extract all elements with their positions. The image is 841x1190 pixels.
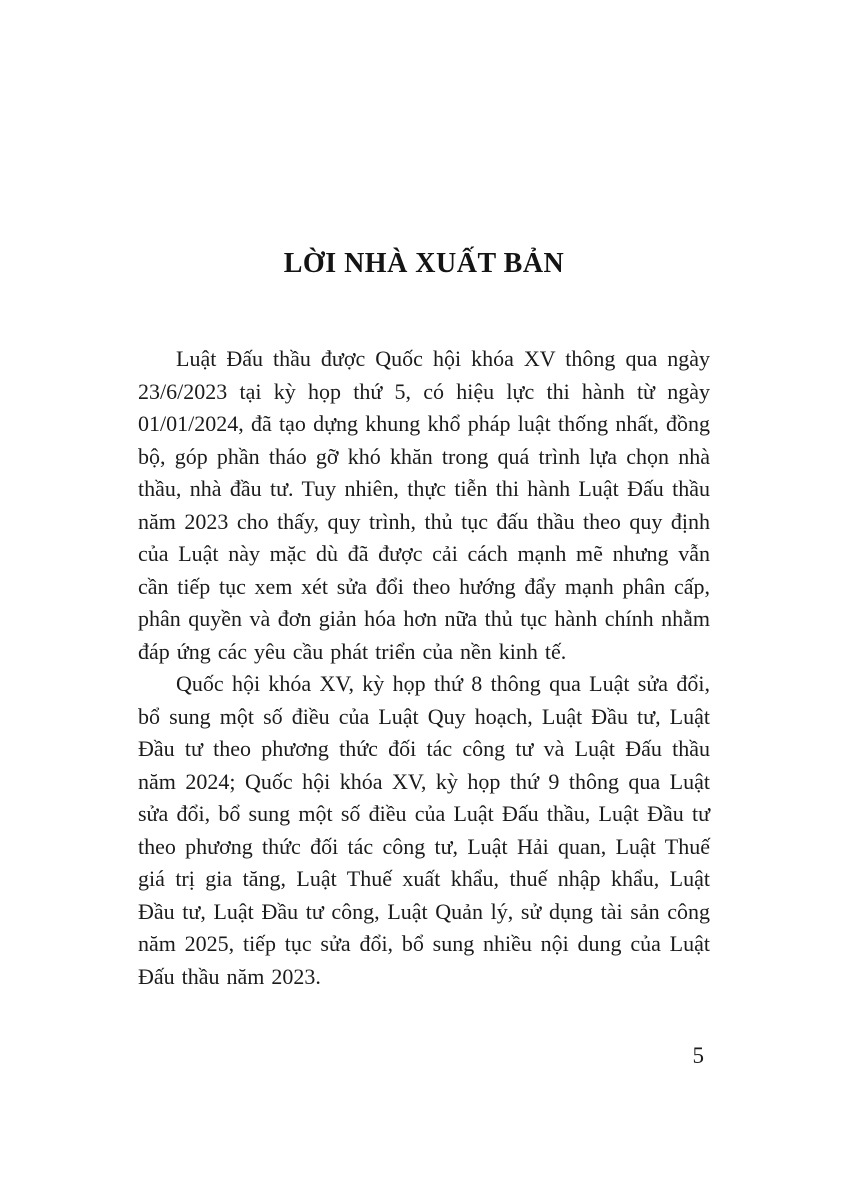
paragraph-1: Luật Đấu thầu được Quốc hội khóa XV thông qua ngày 23/6/2023 tại kỳ họp thứ 5, có hiệu lực thi hành từ ngày 01/01/2024, đã tạo dựng khung khổ pháp luật thống nhất, đồng bộ, góp phần tháo gỡ khó khăn trong quá trình lựa chọn nhà thầu, nhà đầu tư. Tuy nhiên, thực tiễn thi hành Luật Đấu thầu năm 2023 cho thấy, quy trình, thủ tục đấu thầu theo quy định của Luật này mặc dù đã được cải cách mạnh mẽ nhưng vẫn cần tiếp tục xem xét sửa đổi theo hướng đẩy mạnh phân cấp, phân quyền và đơn giản hóa hơn nữa thủ tục hành chính nhằm đáp ứng các yêu cầu phát triển của nền kinh tế. (138, 346, 710, 664)
paragraph-2: Quốc hội khóa XV, kỳ họp thứ 8 thông qua Luật sửa đổi, bổ sung một số điều của Luật Quy hoạch, Luật Đầu tư, Luật Đầu tư theo phương thức đối tác công tư và Luật Đấu thầu năm 2024; Quốc hội khóa XV, kỳ họp thứ 9 thông qua Luật sửa đổi, bổ sung một số điều của Luật Đấu thầu, Luật Đầu tư theo phương thức đối tác công tư, Luật Hải quan, Luật Thuế giá trị gia tăng, Luật Thuế xuất khẩu, thuế nhập khẩu, Luật Đầu tư, Luật Đầu tư công, Luật Quản lý, sử dụng tài sản công năm 2025, tiếp tục sửa đổi, bổ sung nhiều nội dung của Luật Đấu thầu năm 2023. (138, 671, 710, 989)
page-title: LỜI NHÀ XUẤT BẢN (283, 248, 565, 279)
page-content (138, 0, 710, 993)
page-number: 5 (692, 1043, 704, 1068)
body-text (138, 343, 710, 993)
